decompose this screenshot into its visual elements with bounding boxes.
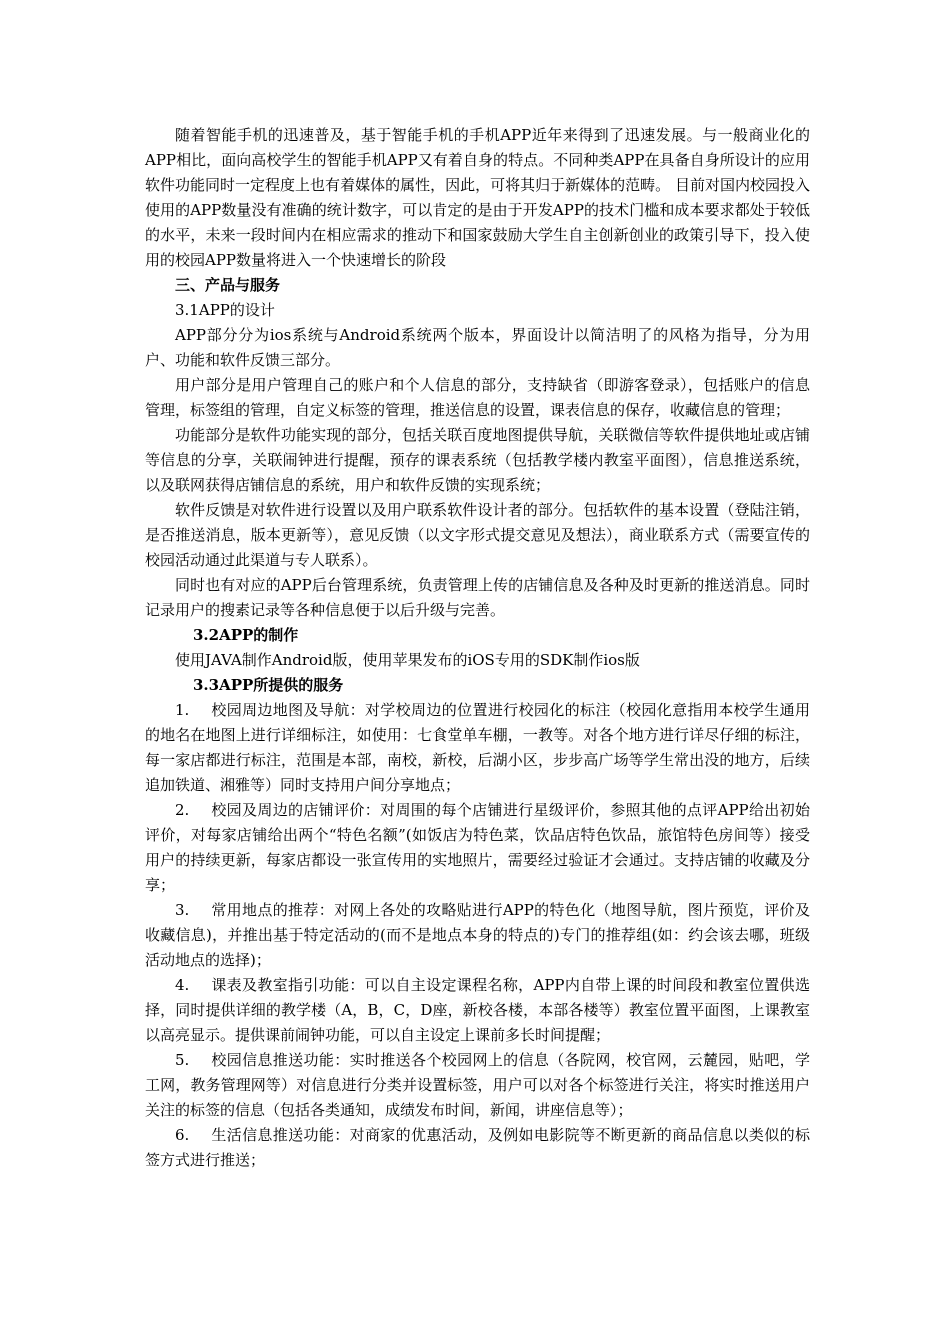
service-list-item — [145, 1123, 810, 1173]
list-number: 5. — [175, 1051, 190, 1069]
section-3-1-paragraph: 功能部分是软件功能实现的部分，包括关联百度地图提供导航，关联微信等软件提供地址或店铺等信息的分享，关联闹钟进行提醒，预存的课表系统（包括教学楼内教室平面图），信息推送系统，以及联网获得店铺信息的系统，用户和软件反馈的实现系统； — [145, 426, 810, 494]
list-number: 2. — [175, 801, 190, 819]
section-3-title: 三、产品与服务 — [175, 276, 281, 294]
section-3-1-title — [145, 298, 810, 323]
section-3-1-title-text: 3.1APP的设计 — [175, 301, 275, 319]
service-list-item — [145, 898, 810, 973]
section-3-1-paragraph: 同时也有对应的APP后台管理系统，负责管理上传的店铺信息及各种及时更新的推送消息。同时记录用户的搜素记录等各种信息便于以后升级与完善。 — [145, 576, 810, 619]
list-number: 1. — [175, 701, 190, 719]
list-item-text: 生活信息推送功能：对商家的优惠活动，及例如电影院等不断更新的商品信息以类似的标签方式进行推送； — [145, 1126, 810, 1169]
section-3-1-paragraph: 用户部分是用户管理自己的账户和个人信息的部分，支持缺省（即游客登录），包括账户的信息管理，标签组的管理，自定义标签的管理，推送信息的设置，课表信息的保存，收藏信息的管理； — [145, 376, 810, 419]
list-item-text: 校园信息推送功能：实时推送各个校园网上的信息（各院网，校官网，云麓园，贴吧，学工网，教务管理网等）对信息进行分类并设置标签，用户可以对各个标签进行关注，将实时推送用户关注的标签的信息（包括各类通知，成绩发布时间，新闻，讲座信息等）； — [145, 1051, 810, 1119]
section-3-1-paragraph: APP部分分为ios系统与Android系统两个版本，界面设计以简洁明了的风格为指导，分为用户、功能和软件反馈三部分。 — [145, 326, 810, 369]
list-item-text: 校园周边地图及导航：对学校周边的位置进行校园化的标注（校园化意指用本校学生通用的地名在地图上进行详细标注，如使用：七食堂单车棚，一教等。对各个地方进行详尽仔细的标注，每一家店都进行标注，范围是本部，南校，新校，后湖小区，步步高广场等学生常出没的地方，后续追加铁道、湘雅等）同时支持用户间分享地点； — [145, 701, 810, 794]
document-page — [145, 123, 810, 1173]
list-item-text: 校园及周边的店铺评价：对周围的每个店铺进行星级评价，参照其他的点评APP给出初始评价，对每家店铺给出两个“特色名额”(如饭店为特色菜，饮品店特色饮品，旅馆特色房间等）接受用户的持续更新，每家店都设一张宣传用的实地照片，需要经过验证才会通过。支持店铺的收藏及分享； — [145, 801, 810, 894]
service-list-item — [145, 798, 810, 898]
section-3-2-title: 3.2APP的制作 — [193, 626, 299, 644]
list-item-text: 课表及教室指引功能：可以自主设定课程名称，APP内自带上课的时间段和教室位置供选择，同时提供详细的教学楼（A，B，C，D座，新校各楼，本部各楼等）教室位置平面图，上课教室以高亮显示。提供课前闹钟功能，可以自主设定上课前多长时间提醒； — [145, 976, 810, 1044]
service-list-item — [145, 1048, 810, 1123]
section-3-3-title: 3.3APP所提供的服务 — [193, 676, 344, 694]
list-number: 6. — [175, 1126, 190, 1144]
list-number: 4. — [175, 976, 190, 994]
list-item-text: 常用地点的推荐：对网上各处的攻略贴进行APP的特色化（地图导航，图片预览，评价及收藏信息)，并推出基于特定活动的(而不是地点本身的特点的)专门的推荐组(如：约会该去哪，班级活动地点的选择)； — [145, 901, 810, 969]
service-list-item — [145, 973, 810, 1048]
intro-paragraph: 随着智能手机的迅速普及，基于智能手机的手机APP近年来得到了迅速发展。与一般商业化的APP相比，面向高校学生的智能手机APP又有着自身的特点。不同种类APP在具备自身所设计的应用软件功能同时一定程度上也有着媒体的属性，因此，可将其归于新媒体的范畴。 目前对国内校园投入使用的APP数量没有准确的统计数字，可以肯定的是由于开发APP的技术门槛和成本要求都处于较低的水平，未来一段时间内在相应需求的推动下和国家鼓励大学生自主创新创业的政策引导下，投入使用的校园APP数量将进入一个快速增长的阶段 — [145, 126, 810, 269]
list-number: 3. — [175, 901, 190, 919]
service-list-item — [145, 698, 810, 798]
section-3-1-paragraph: 软件反馈是对软件进行设置以及用户联系软件设计者的部分。包括软件的基本设置（登陆注销，是否推送消息，版本更新等），意见反馈（以文字形式提交意见及想法），商业联系方式（需要宣传的校园活动通过此渠道与专人联系）。 — [145, 501, 810, 569]
section-3-2-paragraph: 使用JAVA制作Android版，使用苹果发布的iOS专用的SDK制作ios版 — [175, 651, 640, 669]
